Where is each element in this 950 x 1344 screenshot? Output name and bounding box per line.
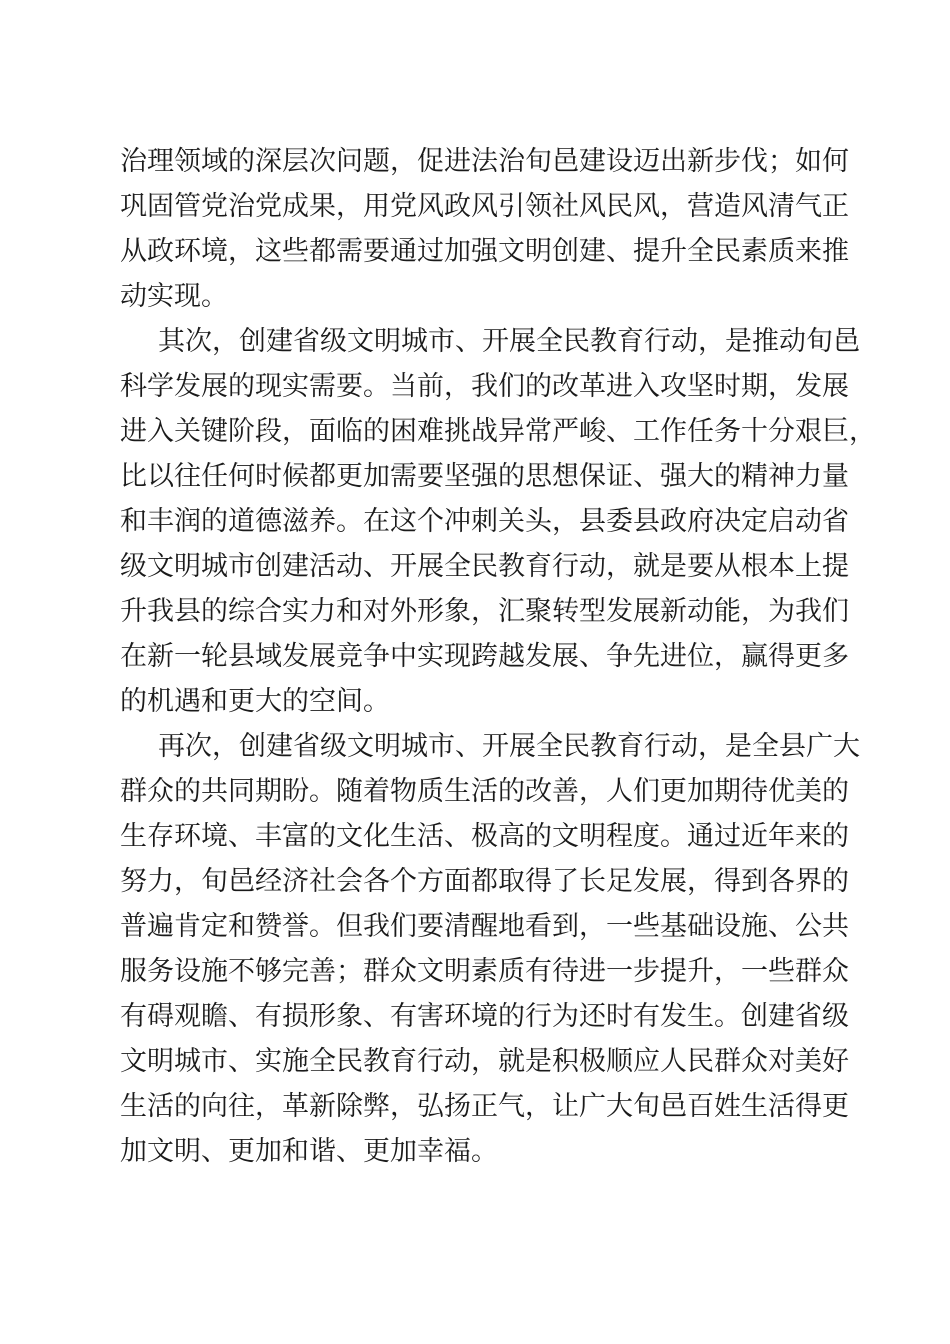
- text-line: 的机遇和更大的空间。: [120, 686, 390, 717]
- text-line: 级文明城市创建活动、开展全民教育行动，就是要从根本上提: [120, 551, 849, 582]
- text-line: 努力，旬邑经济社会各个方面都取得了长足发展，得到各界的: [120, 866, 849, 897]
- text-line: 生存环境、丰富的文化生活、极高的文明程度。通过近年来的: [120, 821, 849, 852]
- document-page: [120, 139, 876, 1174]
- text-line: 普遍肯定和赞誉。但我们要清醒地看到，一些基础设施、公共: [120, 911, 849, 942]
- text-line: 有碍观瞻、有损形象、有害环境的行为还时有发生。创建省级: [120, 1001, 849, 1032]
- paragraph-second-reason: [120, 319, 876, 724]
- text-line: 治理领域的深层次问题，促进法治旬邑建设迈出新步伐；如何: [120, 146, 849, 177]
- text-line: 再次，创建省级文明城市、开展全民教育行动，是全县广大: [158, 731, 860, 762]
- text-line: 升我县的综合实力和对外形象，汇聚转型发展新动能，为我们: [120, 596, 849, 627]
- text-line: 其次，创建省级文明城市、开展全民教育行动，是推动旬邑: [158, 326, 860, 357]
- text-line: 动实现。: [120, 281, 228, 312]
- text-line: 科学发展的现实需要。当前，我们的改革进入攻坚时期，发展: [120, 371, 849, 402]
- text-line: 群众的共同期盼。随着物质生活的改善，人们更加期待优美的: [120, 776, 849, 807]
- text-line: 服务设施不够完善；群众文明素质有待进一步提升，一些群众: [120, 956, 849, 987]
- text-line: 从政环境，这些都需要通过加强文明创建、提升全民素质来推: [120, 236, 849, 267]
- paragraph-third-reason: [120, 724, 860, 1174]
- text-line: 生活的向往，革新除弊，弘扬正气，让广大旬邑百姓生活得更: [120, 1091, 849, 1122]
- text-line: 加文明、更加和谐、更加幸福。: [120, 1136, 498, 1167]
- text-line: 比以往任何时候都更加需要坚强的思想保证、强大的精神力量: [120, 461, 849, 492]
- text-line: 文明城市、实施全民教育行动，就是积极顺应人民群众对美好: [120, 1046, 849, 1077]
- text-line: 进入关键阶段，面临的困难挑战异常严峻、工作任务十分艰巨，: [120, 416, 876, 447]
- text-line: 在新一轮县域发展竞争中实现跨越发展、争先进位，赢得更多: [120, 641, 849, 672]
- text-line: 巩固管党治党成果，用党风政风引领社风民风，营造风清气正: [120, 191, 849, 222]
- paragraph-continuation: [120, 139, 849, 319]
- text-line: 和丰润的道德滋养。在这个冲刺关头，县委县政府决定启动省: [120, 506, 849, 537]
